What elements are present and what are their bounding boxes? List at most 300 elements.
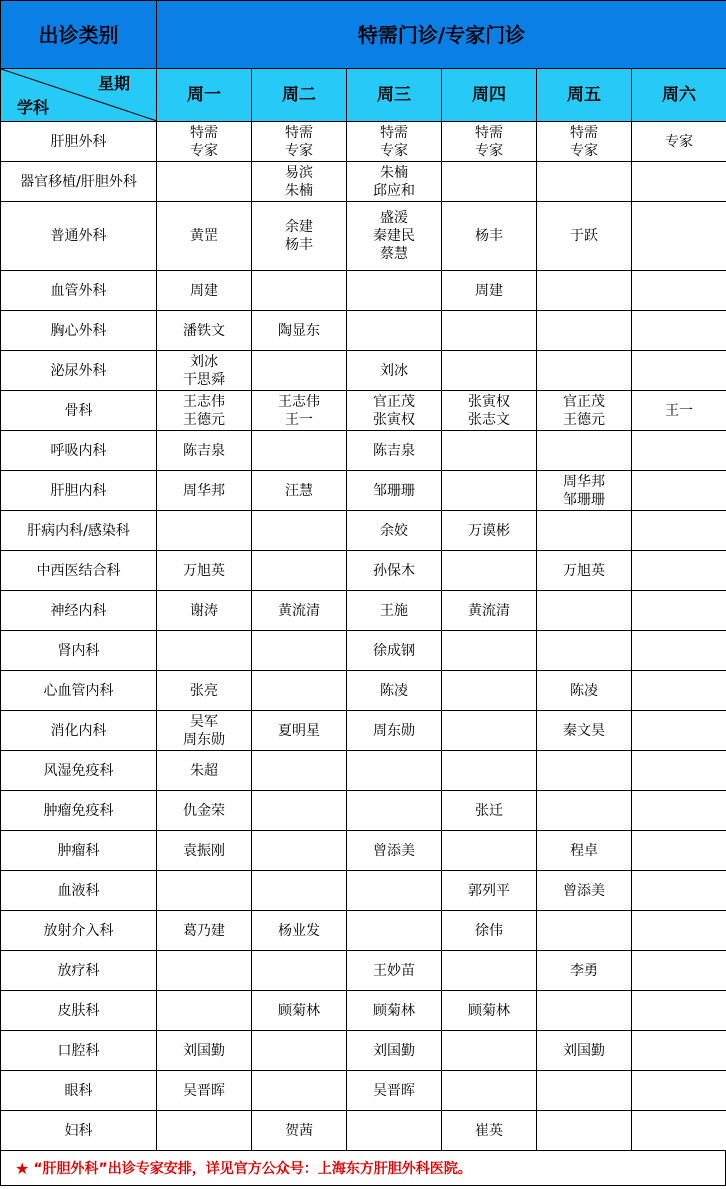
schedule-cell bbox=[347, 711, 442, 751]
schedule-cell bbox=[252, 591, 347, 631]
schedule-cell bbox=[632, 1031, 726, 1071]
schedule-cell bbox=[442, 311, 537, 351]
department-name: 胸心外科 bbox=[1, 311, 157, 351]
schedule-cell bbox=[537, 1071, 632, 1111]
doctor-name: 官正茂 bbox=[373, 393, 415, 410]
doctor-name: 官正茂 bbox=[563, 393, 605, 410]
schedule-cell bbox=[157, 1111, 252, 1151]
department-name: 放射介入科 bbox=[1, 911, 157, 951]
schedule-cell bbox=[157, 991, 252, 1031]
schedule-cell bbox=[632, 591, 726, 631]
department-name: 肿瘤免疫科 bbox=[1, 791, 157, 831]
dept-label: 学科 bbox=[17, 98, 50, 117]
schedule-cell bbox=[347, 122, 442, 162]
schedule-cell bbox=[157, 911, 252, 951]
schedule-cell bbox=[632, 471, 726, 511]
schedule-cell bbox=[632, 351, 726, 391]
department-name: 血液科 bbox=[1, 871, 157, 911]
department-name: 眼科 bbox=[1, 1071, 157, 1111]
schedule-cell bbox=[347, 511, 442, 551]
schedule-cell bbox=[537, 122, 632, 162]
doctor-name: 刘国勤 bbox=[563, 1042, 605, 1059]
table-row bbox=[1, 271, 726, 311]
schedule-cell bbox=[252, 991, 347, 1031]
schedule-cell bbox=[537, 471, 632, 511]
table-row bbox=[1, 351, 726, 391]
doctor-name: 干思舜 bbox=[183, 371, 225, 388]
day-header: 周二 bbox=[252, 69, 347, 122]
schedule-cell bbox=[347, 202, 442, 271]
schedule-cell bbox=[252, 831, 347, 871]
footer-note bbox=[0, 1151, 726, 1186]
schedule-cell bbox=[537, 871, 632, 911]
schedule-cell bbox=[632, 271, 726, 311]
doctor-name: 王志伟 bbox=[278, 393, 320, 410]
schedule-cell bbox=[442, 911, 537, 951]
schedule-cell bbox=[632, 311, 726, 351]
day-header: 周三 bbox=[347, 69, 442, 122]
schedule-cell bbox=[632, 951, 726, 991]
schedule-cell bbox=[157, 311, 252, 351]
schedule-cell bbox=[537, 1111, 632, 1151]
schedule-cell bbox=[632, 911, 726, 951]
schedule-cell bbox=[442, 631, 537, 671]
doctor-name: 专家 bbox=[285, 142, 313, 159]
schedule-cell bbox=[537, 391, 632, 431]
schedule-cell bbox=[537, 991, 632, 1031]
schedule-cell bbox=[347, 162, 442, 202]
doctor-name: 陈凌 bbox=[380, 682, 408, 699]
table-row bbox=[1, 431, 726, 471]
doctor-name: 王一 bbox=[285, 411, 313, 428]
department-name: 泌尿外科 bbox=[1, 351, 157, 391]
schedule-cell bbox=[157, 871, 252, 911]
doctor-name: 陈凌 bbox=[570, 682, 598, 699]
schedule-cell bbox=[252, 1071, 347, 1111]
table-row bbox=[1, 202, 726, 271]
table-row bbox=[1, 511, 726, 551]
doctor-name: 张寅权 bbox=[468, 393, 510, 410]
schedule-cell bbox=[347, 431, 442, 471]
schedule-cell bbox=[252, 671, 347, 711]
table-row bbox=[1, 391, 726, 431]
doctor-name: 杨业发 bbox=[278, 922, 320, 939]
schedule-cell bbox=[347, 391, 442, 431]
table-row bbox=[1, 122, 726, 162]
doctor-name: 贺茜 bbox=[285, 1122, 313, 1139]
doctor-name: 程卓 bbox=[570, 842, 598, 859]
doctor-name: 朱楠 bbox=[285, 182, 313, 199]
doctor-name: 周华邦 bbox=[183, 482, 225, 499]
doctor-name: 夏明星 bbox=[278, 722, 320, 739]
table-row bbox=[1, 591, 726, 631]
diagonal-header-cell bbox=[1, 69, 157, 122]
schedule-cell bbox=[252, 1111, 347, 1151]
schedule-cell bbox=[252, 311, 347, 351]
schedule-cell bbox=[157, 831, 252, 871]
department-name: 器官移植/肝胆外科 bbox=[1, 162, 157, 202]
schedule-cell bbox=[157, 631, 252, 671]
table-row bbox=[1, 911, 726, 951]
schedule-cell bbox=[347, 911, 442, 951]
table-row bbox=[1, 162, 726, 202]
department-name: 口腔科 bbox=[1, 1031, 157, 1071]
department-name: 风湿免疫科 bbox=[1, 751, 157, 791]
doctor-name: 秦建民 bbox=[373, 228, 415, 244]
schedule-cell bbox=[537, 511, 632, 551]
schedule-cell bbox=[347, 351, 442, 391]
doctor-name: 余姣 bbox=[380, 522, 408, 539]
schedule-cell bbox=[632, 551, 726, 591]
schedule-cell bbox=[537, 162, 632, 202]
clinic-type-header: 特需门诊/专家门诊 bbox=[157, 1, 726, 69]
schedule-cell bbox=[252, 711, 347, 751]
doctor-name: 周建 bbox=[190, 282, 218, 299]
star-icon: ★ bbox=[15, 1158, 30, 1178]
table-row bbox=[1, 311, 726, 351]
schedule-cell bbox=[632, 431, 726, 471]
schedule-cell bbox=[157, 471, 252, 511]
schedule-cell bbox=[442, 162, 537, 202]
schedule-cell bbox=[252, 1031, 347, 1071]
doctor-name: 陈吉泉 bbox=[183, 442, 225, 459]
doctor-name: 易滨 bbox=[285, 164, 313, 181]
schedule-cell bbox=[157, 511, 252, 551]
doctor-name: 刘国勤 bbox=[373, 1042, 415, 1059]
schedule-cell bbox=[252, 122, 347, 162]
doctor-name: 特需 bbox=[285, 124, 313, 141]
doctor-name: 刘国勤 bbox=[183, 1042, 225, 1059]
doctor-name: 潘铁文 bbox=[183, 322, 225, 339]
schedule-cell bbox=[537, 271, 632, 311]
schedule-cell bbox=[632, 122, 726, 162]
schedule-cell bbox=[537, 831, 632, 871]
schedule-cell bbox=[157, 591, 252, 631]
day-header: 周一 bbox=[157, 69, 252, 122]
schedule-cell bbox=[632, 751, 726, 791]
doctor-name: 郭列平 bbox=[468, 882, 510, 899]
doctor-name: 周东勋 bbox=[373, 722, 415, 739]
table-row bbox=[1, 1031, 726, 1071]
doctor-name: 仇金荣 bbox=[183, 802, 225, 819]
schedule-cell bbox=[537, 351, 632, 391]
doctor-name: 王德元 bbox=[563, 411, 605, 428]
schedule-cell bbox=[442, 1031, 537, 1071]
schedule-cell bbox=[442, 202, 537, 271]
schedule-cell bbox=[157, 431, 252, 471]
schedule-cell bbox=[347, 991, 442, 1031]
table-row bbox=[1, 751, 726, 791]
table-row bbox=[1, 711, 726, 751]
doctor-name: 周建 bbox=[475, 282, 503, 299]
schedule-cell bbox=[252, 162, 347, 202]
schedule-cell bbox=[157, 162, 252, 202]
doctor-name: 曾添美 bbox=[373, 842, 415, 859]
doctor-name: 杨丰 bbox=[285, 237, 313, 253]
schedule-cell bbox=[442, 951, 537, 991]
schedule-cell bbox=[252, 631, 347, 671]
doctor-name: 黄流清 bbox=[468, 602, 510, 619]
doctor-name: 张志文 bbox=[468, 411, 510, 428]
table-row bbox=[1, 671, 726, 711]
schedule-cell bbox=[157, 711, 252, 751]
department-name: 心血管内科 bbox=[1, 671, 157, 711]
table-row bbox=[1, 1111, 726, 1151]
schedule-cell bbox=[157, 202, 252, 271]
doctor-name: 曾添美 bbox=[563, 882, 605, 899]
schedule-cell bbox=[157, 351, 252, 391]
schedule-cell bbox=[537, 951, 632, 991]
schedule-cell bbox=[347, 671, 442, 711]
doctor-name: 吴晋晖 bbox=[183, 1082, 225, 1099]
schedule-cell bbox=[537, 671, 632, 711]
schedule-cell bbox=[347, 791, 442, 831]
schedule-cell bbox=[632, 991, 726, 1031]
department-name: 妇科 bbox=[1, 1111, 157, 1151]
schedule-cell bbox=[347, 871, 442, 911]
schedule-cell bbox=[157, 791, 252, 831]
doctor-name: 王妙苗 bbox=[373, 962, 415, 979]
table-row bbox=[1, 831, 726, 871]
doctor-name: 葛乃建 bbox=[183, 922, 225, 939]
doctor-name: 专家 bbox=[475, 142, 503, 159]
schedule-cell bbox=[632, 391, 726, 431]
doctor-name: 专家 bbox=[190, 142, 218, 159]
doctor-name: 万谟彬 bbox=[468, 522, 510, 539]
schedule-cell bbox=[632, 202, 726, 271]
doctor-name: 王一 bbox=[665, 402, 694, 419]
schedule-cell bbox=[442, 711, 537, 751]
department-name: 肝胆内科 bbox=[1, 471, 157, 511]
department-name: 放疗科 bbox=[1, 951, 157, 991]
day-header: 周四 bbox=[442, 69, 537, 122]
day-header: 周五 bbox=[537, 69, 632, 122]
schedule-cell bbox=[157, 1071, 252, 1111]
day-header: 周六 bbox=[632, 69, 726, 122]
category-header: 出诊类别 bbox=[1, 1, 157, 69]
schedule-cell bbox=[252, 751, 347, 791]
schedule-cell bbox=[537, 431, 632, 471]
doctor-name: 杨丰 bbox=[475, 228, 503, 244]
schedule-cell bbox=[632, 1111, 726, 1151]
schedule-cell bbox=[632, 671, 726, 711]
schedule-cell bbox=[442, 391, 537, 431]
doctor-name: 陶显东 bbox=[278, 322, 320, 339]
doctor-name: 顾菊林 bbox=[468, 1002, 510, 1019]
doctor-name: 吴军 bbox=[190, 713, 218, 730]
schedule-cell bbox=[157, 951, 252, 991]
doctor-name: 朱超 bbox=[190, 762, 218, 779]
department-name: 皮肤科 bbox=[1, 991, 157, 1031]
doctor-name: 陈吉泉 bbox=[373, 442, 415, 459]
doctor-name: 盛湲 bbox=[380, 210, 408, 226]
doctor-name: 专家 bbox=[380, 142, 408, 159]
doctor-name: 黄罡 bbox=[190, 228, 218, 244]
table-row bbox=[1, 871, 726, 911]
table-row bbox=[1, 551, 726, 591]
schedule-cell bbox=[442, 1071, 537, 1111]
doctor-name: 孙保木 bbox=[373, 562, 415, 579]
schedule-cell bbox=[537, 791, 632, 831]
schedule-cell bbox=[347, 551, 442, 591]
schedule-cell bbox=[537, 911, 632, 951]
schedule-cell bbox=[442, 351, 537, 391]
schedule-cell bbox=[537, 551, 632, 591]
schedule-cell bbox=[442, 1111, 537, 1151]
doctor-name: 王志伟 bbox=[183, 393, 225, 410]
schedule-cell bbox=[157, 271, 252, 311]
doctor-name: 张迁 bbox=[475, 802, 503, 819]
department-name: 消化内科 bbox=[1, 711, 157, 751]
schedule-cell bbox=[252, 471, 347, 511]
schedule-cell bbox=[632, 871, 726, 911]
schedule-cell bbox=[442, 831, 537, 871]
doctor-name: 谢涛 bbox=[190, 602, 218, 619]
schedule-cell bbox=[442, 271, 537, 311]
schedule-cell bbox=[347, 1031, 442, 1071]
table-row bbox=[1, 951, 726, 991]
schedule-cell bbox=[442, 751, 537, 791]
schedule-cell bbox=[442, 871, 537, 911]
schedule-cell bbox=[347, 831, 442, 871]
schedule-cell bbox=[252, 271, 347, 311]
schedule-cell bbox=[347, 471, 442, 511]
schedule-cell bbox=[157, 751, 252, 791]
schedule-cell bbox=[347, 1071, 442, 1111]
doctor-name: 万旭英 bbox=[183, 562, 225, 579]
schedule-cell bbox=[252, 511, 347, 551]
schedule-cell bbox=[252, 202, 347, 271]
doctor-name: 特需 bbox=[475, 124, 503, 141]
doctor-name: 专家 bbox=[665, 133, 694, 150]
doctor-name: 特需 bbox=[190, 124, 218, 141]
doctor-name: 专家 bbox=[570, 142, 598, 159]
department-name: 肝胆外科 bbox=[1, 122, 157, 162]
doctor-name: 周东勋 bbox=[183, 731, 225, 748]
table-row bbox=[1, 791, 726, 831]
department-name: 肝病内科/感染科 bbox=[1, 511, 157, 551]
schedule-cell bbox=[632, 791, 726, 831]
schedule-cell bbox=[537, 631, 632, 671]
schedule-cell bbox=[537, 311, 632, 351]
schedule-cell bbox=[442, 471, 537, 511]
doctor-name: 徐伟 bbox=[475, 922, 503, 939]
department-name: 普通外科 bbox=[1, 202, 157, 271]
schedule-cell bbox=[347, 751, 442, 791]
schedule-cell bbox=[252, 951, 347, 991]
schedule-cell bbox=[252, 911, 347, 951]
schedule-cell bbox=[252, 791, 347, 831]
schedule-cell bbox=[157, 391, 252, 431]
doctor-name: 吴晋晖 bbox=[373, 1082, 415, 1099]
doctor-name: 黄流清 bbox=[278, 602, 320, 619]
schedule-cell bbox=[442, 591, 537, 631]
doctor-name: 李勇 bbox=[570, 962, 598, 979]
schedule-cell bbox=[347, 271, 442, 311]
department-name: 神经内科 bbox=[1, 591, 157, 631]
schedule-cell bbox=[347, 1111, 442, 1151]
schedule-cell bbox=[252, 871, 347, 911]
doctor-name: 邱应和 bbox=[373, 182, 415, 199]
department-name: 血管外科 bbox=[1, 271, 157, 311]
doctor-name: 邹珊珊 bbox=[373, 482, 415, 499]
doctor-name: 刘冰 bbox=[380, 362, 408, 379]
schedule-cell bbox=[347, 951, 442, 991]
doctor-name: 王施 bbox=[380, 602, 408, 619]
doctor-name: 特需 bbox=[380, 124, 408, 141]
doctor-name: 朱楠 bbox=[380, 164, 408, 181]
doctor-name: 秦文昊 bbox=[563, 722, 605, 739]
schedule-cell bbox=[347, 591, 442, 631]
doctor-name: 顾菊林 bbox=[373, 1002, 415, 1019]
schedule-cell bbox=[347, 311, 442, 351]
schedule-cell bbox=[632, 511, 726, 551]
department-name: 呼吸内科 bbox=[1, 431, 157, 471]
department-name: 肾内科 bbox=[1, 631, 157, 671]
department-name: 骨科 bbox=[1, 391, 157, 431]
footer-note-text: “肝胆外科”出诊专家安排，详见官方公众号：上海东方肝胆外科医院。 bbox=[33, 1161, 472, 1177]
weekday-label: 星期 bbox=[97, 74, 130, 93]
doctor-name: 蔡慧 bbox=[380, 246, 408, 262]
schedule-cell bbox=[157, 551, 252, 591]
table-row bbox=[1, 1071, 726, 1111]
schedule-cell bbox=[537, 202, 632, 271]
doctor-name: 刘冰 bbox=[190, 353, 218, 370]
doctor-name: 周华邦 bbox=[563, 473, 605, 490]
schedule-cell bbox=[252, 431, 347, 471]
schedule-cell bbox=[632, 711, 726, 751]
schedule-cell bbox=[537, 1031, 632, 1071]
doctor-name: 汪慧 bbox=[285, 482, 313, 499]
schedule-cell bbox=[537, 591, 632, 631]
table-row bbox=[1, 471, 726, 511]
schedule-cell bbox=[442, 991, 537, 1031]
doctor-name: 万旭英 bbox=[563, 562, 605, 579]
doctor-name: 顾菊林 bbox=[278, 1002, 320, 1019]
schedule-cell bbox=[252, 351, 347, 391]
schedule-cell bbox=[157, 122, 252, 162]
department-name: 肿瘤科 bbox=[1, 831, 157, 871]
doctor-name: 张寅权 bbox=[373, 411, 415, 428]
schedule-cell bbox=[442, 511, 537, 551]
doctor-name: 王德元 bbox=[183, 411, 225, 428]
schedule-cell bbox=[252, 391, 347, 431]
doctor-name: 邹珊珊 bbox=[563, 491, 605, 508]
doctor-name: 于跃 bbox=[570, 228, 598, 244]
schedule-cell bbox=[252, 551, 347, 591]
table-row bbox=[1, 631, 726, 671]
doctor-name: 张亮 bbox=[190, 682, 218, 699]
doctor-name: 余建 bbox=[285, 219, 313, 235]
schedule-cell bbox=[347, 631, 442, 671]
schedule-cell bbox=[537, 711, 632, 751]
schedule-cell bbox=[157, 671, 252, 711]
schedule-cell bbox=[442, 122, 537, 162]
schedule-cell bbox=[442, 671, 537, 711]
schedule-cell bbox=[442, 551, 537, 591]
doctor-name: 徐成钢 bbox=[373, 642, 415, 659]
schedule-cell bbox=[632, 1071, 726, 1111]
schedule-cell bbox=[632, 831, 726, 871]
department-name: 中西医结合科 bbox=[1, 551, 157, 591]
doctor-name: 特需 bbox=[570, 124, 598, 141]
doctor-name: 崔英 bbox=[475, 1122, 503, 1139]
schedule-cell bbox=[632, 162, 726, 202]
schedule-cell bbox=[157, 1031, 252, 1071]
doctor-name: 袁振刚 bbox=[183, 842, 225, 859]
table-row bbox=[1, 991, 726, 1031]
schedule-cell bbox=[442, 791, 537, 831]
